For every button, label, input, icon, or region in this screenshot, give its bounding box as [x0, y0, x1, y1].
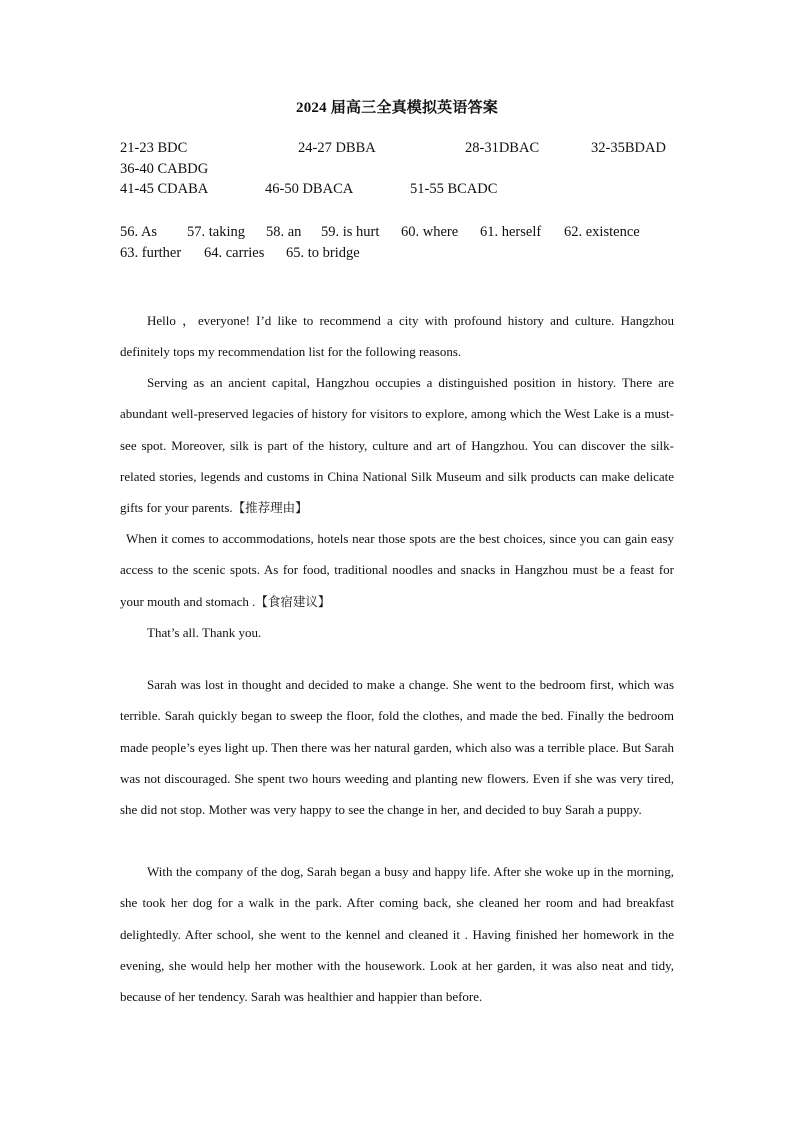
essay2-paragraph-2 — [120, 856, 674, 1012]
answer-item: 59. is hurt — [321, 224, 380, 240]
essay2-paragraph-1 — [120, 669, 674, 825]
answer-item: 60. where — [401, 224, 459, 240]
section-tag: 【推荐理由】 — [232, 500, 308, 516]
answer-item: 63. further — [120, 245, 182, 261]
answer-item: 36-40 CABDG — [120, 161, 209, 177]
answer-item: 28-31DBAC — [465, 140, 540, 156]
answer-item: 61. herself — [480, 224, 542, 240]
answer-item: 64. carries — [204, 245, 265, 261]
paragraph-text: That’s all. Thank you. — [147, 625, 262, 640]
answer-item: 24-27 DBBA — [298, 140, 376, 156]
essay1-paragraph-1 — [120, 305, 674, 368]
essay1-paragraph-4 — [120, 617, 674, 648]
paragraph-text: Sarah was lost in thought and decided to make a change. She went to the bedroom first, which was terrible. Sarah quickly began to sweep the floor, fold the clothes, and made the bed. Finally the bedroom made people’s eyes light up. Then there was her natural garden, which also was a terrible place. But Sarah was not discouraged. She spent two hours weeding and planting new flowers. Even if she was very tired, she did not stop. Mother was very happy to see the change in her, and decided to buy Sarah a puppy. — [120, 677, 674, 818]
answer-item: 56. As — [120, 224, 158, 240]
answer-item: 65. to bridge — [286, 245, 360, 261]
answer-item: 58. an — [266, 224, 302, 240]
paragraph-text: With the company of the dog, Sarah began a busy and happy life. After she woke up in the morning, she took her dog for a walk in the park. After coming back, she cleaned her room and had breakfast delightedly. After school, she went to the kennel and cleaned it . Having finished her homework in the evening, she would help her mother with the housework. Look at her garden, it was also neat and tidy, because of her tendency. Sarah was healthier and happier than before. — [120, 864, 674, 1005]
answer-item: 46-50 DBACA — [265, 181, 354, 197]
paragraph-text: When it comes to accommodations, hotels near those spots are the best choices, since you can gain easy access to the scenic spots. As for food, traditional noodles and snacks in Hangzhou must be a feast for your mouth and stomach . — [120, 531, 674, 609]
section-tag: 【食宿建议】 — [255, 593, 331, 609]
essay1-paragraph-3 — [120, 523, 674, 617]
answer-item: 62. existence — [564, 224, 640, 240]
page-title: 2024 届高三全真模拟英语答案 — [296, 100, 498, 116]
essay1-paragraph-2 — [120, 367, 674, 523]
answer-item: 41-45 CDABA — [120, 181, 209, 197]
answer-item: 21-23 BDC — [120, 140, 188, 156]
paragraph-text: Hello ，everyone! I’d like to recommend a city with profound history and culture. Hangzhou definitely tops my recommendation list for the following reasons. — [120, 313, 674, 360]
answer-item: 51-55 BCADC — [410, 181, 498, 197]
paragraph-text: Serving as an ancient capital, Hangzhou occupies a distinguished position in history. There are abundant well-preserved legacies of history for visitors to explore, among which the West Lake is a must-see spot. Moreover, silk is part of the history, culture and art of Hangzhou. You can discover the silk-related stories, legends and customs in China National Silk Museum and silk products can make delicate gifts for your parents. — [120, 375, 674, 516]
answer-item: 32-35BDAD — [591, 140, 666, 156]
answer-item: 57. taking — [187, 224, 245, 240]
